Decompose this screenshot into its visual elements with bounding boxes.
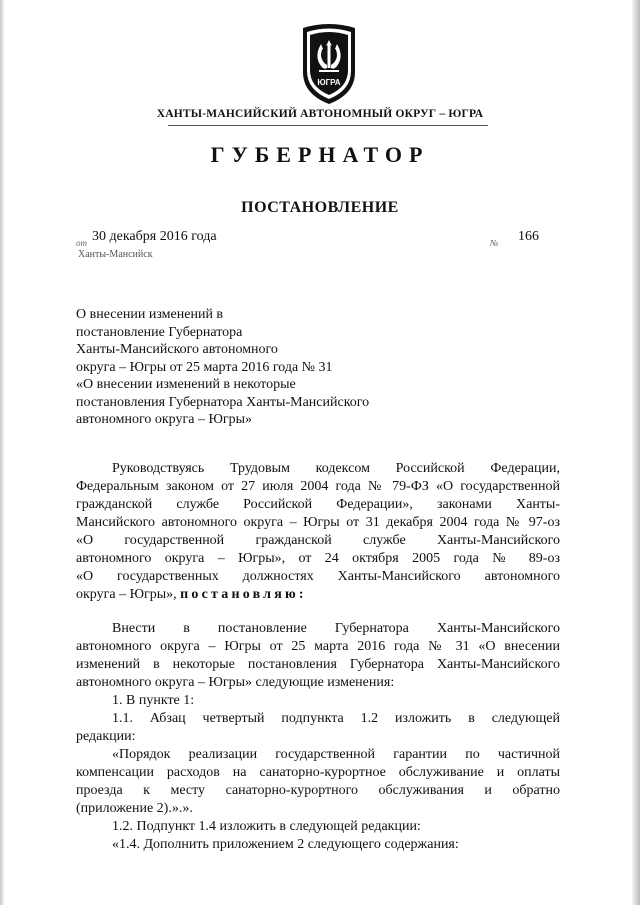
body-line: редакции: [76,729,136,744]
coat-of-arms-icon [297,22,361,106]
preamble-line: Руководствуясь Трудовым кодексом Российской Федерации, [112,461,560,476]
preamble-line: «О государственной гражданской службе Ханты-Мансийского [76,533,560,548]
body-line: 1.1. Абзац четвертый подпункта 1.2 изложить в следующей [112,711,560,726]
decree-word: постановляю [180,587,299,602]
body-line: проезда к месту санаторно-курортного обслуживания и обратно [76,783,560,798]
document-subject [76,306,416,429]
subject-line: «О внесении изменений в некоторые [76,377,296,392]
preamble-line: автономного округа – Югры», от 24 октября 2005 года № 89-оз [76,551,560,566]
subject-line: Ханты-Мансийского автономного [76,342,278,357]
page-title: ГУБЕРНАТОР [210,142,430,167]
preamble-line: округа – Югры», [76,587,177,602]
body-line: 1.2. Подпункт 1.4 изложить в следующей редакции: [112,819,421,834]
body-line: автономного округа – Югры от 25 марта 2016 года № 31 «О внесении [76,639,560,654]
region-name: ХАНТЫ-МАНСИЙСКИЙ АВТОНОМНЫЙ ОКРУГ – ЮГРА [156,108,484,120]
body-line: изменений в некоторые постановления Губернатора Ханты-Мансийского [76,657,560,672]
document-place: Ханты-Мансийск [78,249,153,260]
date-prefix: от [76,238,87,248]
subject-line: постановление Губернатора [76,324,243,340]
body-line: 1. В пункте 1: [112,693,195,708]
decree-colon: : [298,587,304,602]
preamble-line: гражданской службе Российской Федерации», законами Ханты- [76,497,560,512]
body-line: Внести в постановление Губернатора Ханты-Мансийского [112,621,560,636]
number-sign: № [490,238,499,248]
preamble-last-line [76,586,560,604]
svg-text:ЮГРА: ЮГРА [317,78,341,87]
subject-line: округа – Югры от 25 марта 2016 года № 31 [76,359,333,375]
body-line: «Порядок реализации государственной гарантии по частичной [112,747,560,762]
preamble-line: «О государственных должностях Ханты-Мансийского автономного [76,569,560,584]
preamble-line: Мансийского автономного округа – Югры от 31 декабря 2004 года № 97-оз [76,515,560,530]
document-number: 166 [518,229,539,244]
scan-edge-right [632,0,640,905]
subject-line: автономного округа – Югры» [76,412,252,427]
region-underline [168,125,488,126]
preamble-line: Федеральным законом от 27 июля 2004 года № 79-ФЗ «О государственной [76,479,560,494]
body-line: «1.4. Дополнить приложением 2 следующего содержания: [112,837,459,852]
document-type: ПОСТАНОВЛЕНИЕ [241,199,399,216]
body-line: (приложение 2).».». [76,801,193,816]
body-line: компенсации расходов на санаторно-курортное обслуживание и оплаты [76,765,560,780]
scan-edge-left [0,0,4,905]
body-line: автономного округа – Югры» следующие изменения: [76,675,395,690]
document-date: 30 декабря 2016 года [92,229,217,244]
subject-line: постановления Губернатора Ханты-Мансийского [76,394,370,410]
subject-line: О внесении изменений в [76,307,224,322]
